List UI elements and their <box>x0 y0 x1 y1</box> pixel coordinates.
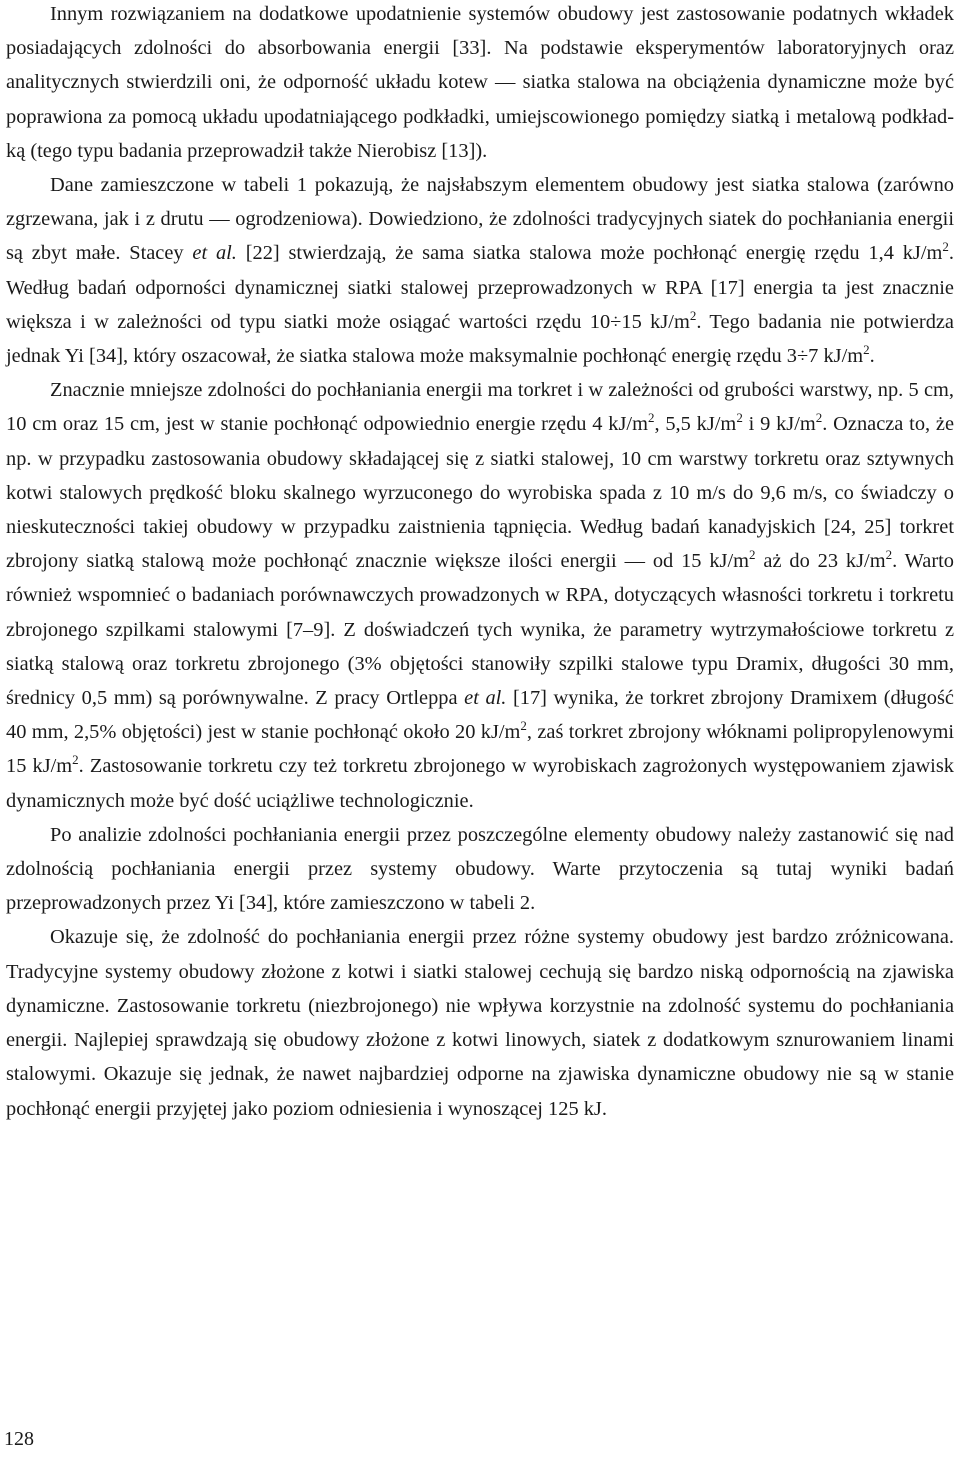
text-run: . Zastosowanie torkretu czy też torkretu zbrojonego w wyrobiskach zagrożonych występowaniem zjawisk dynamicznych może być dość uciążliwe technologicznie. <box>6 755 954 812</box>
text-run: i 9 kJ/m <box>742 413 816 436</box>
italic-text: et al. <box>464 687 507 710</box>
text-run: Okazuje się, że zdolność do pochłaniania energii przez różne systemy obudowy jest bardzo zróżnicowana. Tradycyjne systemy obudowy złożone z kotwi i siatki stalowej cechują się bardzo niską odpornością na zjawiska dynamiczne. Zastosowanie torkretu (niezbrojonego) nie wpływa korzystnie na zdolność systemu do pochłaniania energii. Najlepiej sprawdzają się obudowy złożone z kotwi linowych, siatek z dodatkowym sznurowaniem linami stalowymi. Okazuje się jednak, że nawet najbardziej odporne na zjawiska dynamiczne obudowy nie są w stanie pochłonąć energii przyjętej jako poziom odniesienia i wynoszącej 125 kJ. <box>6 926 954 1120</box>
superscript: 2 <box>647 410 655 426</box>
body-text <box>6 0 954 1126</box>
text-run: Innym rozwiązaniem na dodatkowe upodatnienie systemów obudowy jest zastosowanie podatnych wkładek posiadających zdolności do absorbowania energii [33]. Na podstawie eksperymentów laboratoryjnych oraz analitycznych stwierdzili oni, że odporność układu kotew — siatka stalowa na obciążenia dynamiczne może być poprawiona za pomocą układu upodatniającego podkładki, umiejscowionego pomiędzy siatką i metalową podkładką (tego typu badania przeprowadził także Nierobisz [13]). <box>6 3 954 162</box>
superscript: 2 <box>885 547 893 563</box>
text-run: . Według badań odporności dynamicznej siatki stalowej przeprowadzonych w RPA [17] energia ta jest znacznie większa i w zależności od typu siatki może osiągać wartości rzędu 10÷15 kJ/m <box>6 242 954 333</box>
text-run: Znacznie mniejsze zdolności do pochłaniania energii ma torkret i w zależności od grubości warstwy, np. 5 cm, 10 cm oraz 15 cm, jest w stanie pochłonąć odpowiednio energie rzędu 4 kJ/m <box>6 379 954 436</box>
text-run: , zaś torkret zbrojony włóknami polipropylenowymi 15 kJ/m <box>6 721 954 778</box>
text-run: aż do 23 kJ/m <box>755 550 886 573</box>
paragraph <box>6 0 954 168</box>
superscript: 2 <box>736 410 743 426</box>
text-run: . Oznacza to, że np. w przypadku zastosowania obudowy składającej się z siatki stalowej, 10 cm warstwy torkretu oraz sztywnych kotwi stalowych prędkość bloku skalnego wyrzuconego do wyrobiska spada z 10 m/s do 9,6 m/s, co świadczy o nieskuteczności takiej obudowy w przypadku zaistnienia tąpnięcia. Według badań kanadyjskich [24, 25] torkret zbrojony siatką stalową może pochłonąć znacznie większe ilości energii — od 15 kJ/m <box>6 413 955 573</box>
paragraph <box>6 818 954 921</box>
text-run: [22] stwierdzają, że sama siatka stalowa może pochłonąć energię rzędu 1,4 kJ/m <box>236 242 943 265</box>
italic-text: et al. <box>192 242 237 265</box>
superscript: 2 <box>815 410 823 426</box>
text-run: Dane zamieszczone w tabeli 1 pokazują, że najsłabszym elementem obudowy jest siatka stalowa (zarówno zgrzewana, jak i z drutu — ogrodzeniowa). Dowiedziono, że zdolności tradycyjnych siatek do pochłaniania energii są zbyt małe. Stacey <box>6 174 954 265</box>
text-run: [17] wynika, że torkret zbrojony Dramixem (długość 40 mm, 2,5% objętości) jest w stanie pochłonąć około 20 kJ/m <box>6 687 954 744</box>
superscript: 2 <box>749 547 756 563</box>
paragraph <box>6 373 954 818</box>
text-run: . Warto również wspomnieć o badaniach porównawczych prowadzonych w RPA, dotyczących własności torkretu i torkretu zbrojonego szpilkami stalowymi [7–9]. Z doświadczeń tych wynika, że parametry wytrzymałościowe torkretu z siatką stalową oraz torkretu zbrojonego (3% objętości stanowiły szpilki stalowe typu Dramix, długości 30 mm, średnicy 0,5 mm) są porównywalne. Z pracy Ortleppa <box>6 550 954 710</box>
text-run: Po analizie zdolności pochłaniania energii przez poszczególne elementy obudowy należy zastanowić się nad zdolnością pochłaniania energii przez systemy obudowy. Warte przytoczenia są tutaj wyniki badań przeprowadzonych przez Yi [34], które zamieszczono w tabeli 2. <box>6 823 954 915</box>
superscript: 2 <box>72 752 79 768</box>
paragraph <box>6 168 954 373</box>
superscript: 2 <box>863 342 870 358</box>
text-run: . Tego badania nie potwierdza jednak Yi [34], który oszacował, że siatka stalowa może maksymalnie pochłonąć energię rzędu 3÷7 kJ/m <box>6 310 954 368</box>
document-page <box>6 0 954 1126</box>
paragraph <box>6 920 954 1125</box>
text-run: . <box>869 345 875 368</box>
superscript: 2 <box>942 239 949 255</box>
superscript: 2 <box>520 718 527 734</box>
superscript: 2 <box>689 308 697 324</box>
text-run: , 5,5 kJ/m <box>654 413 737 436</box>
page-number: 128 <box>4 1428 34 1450</box>
